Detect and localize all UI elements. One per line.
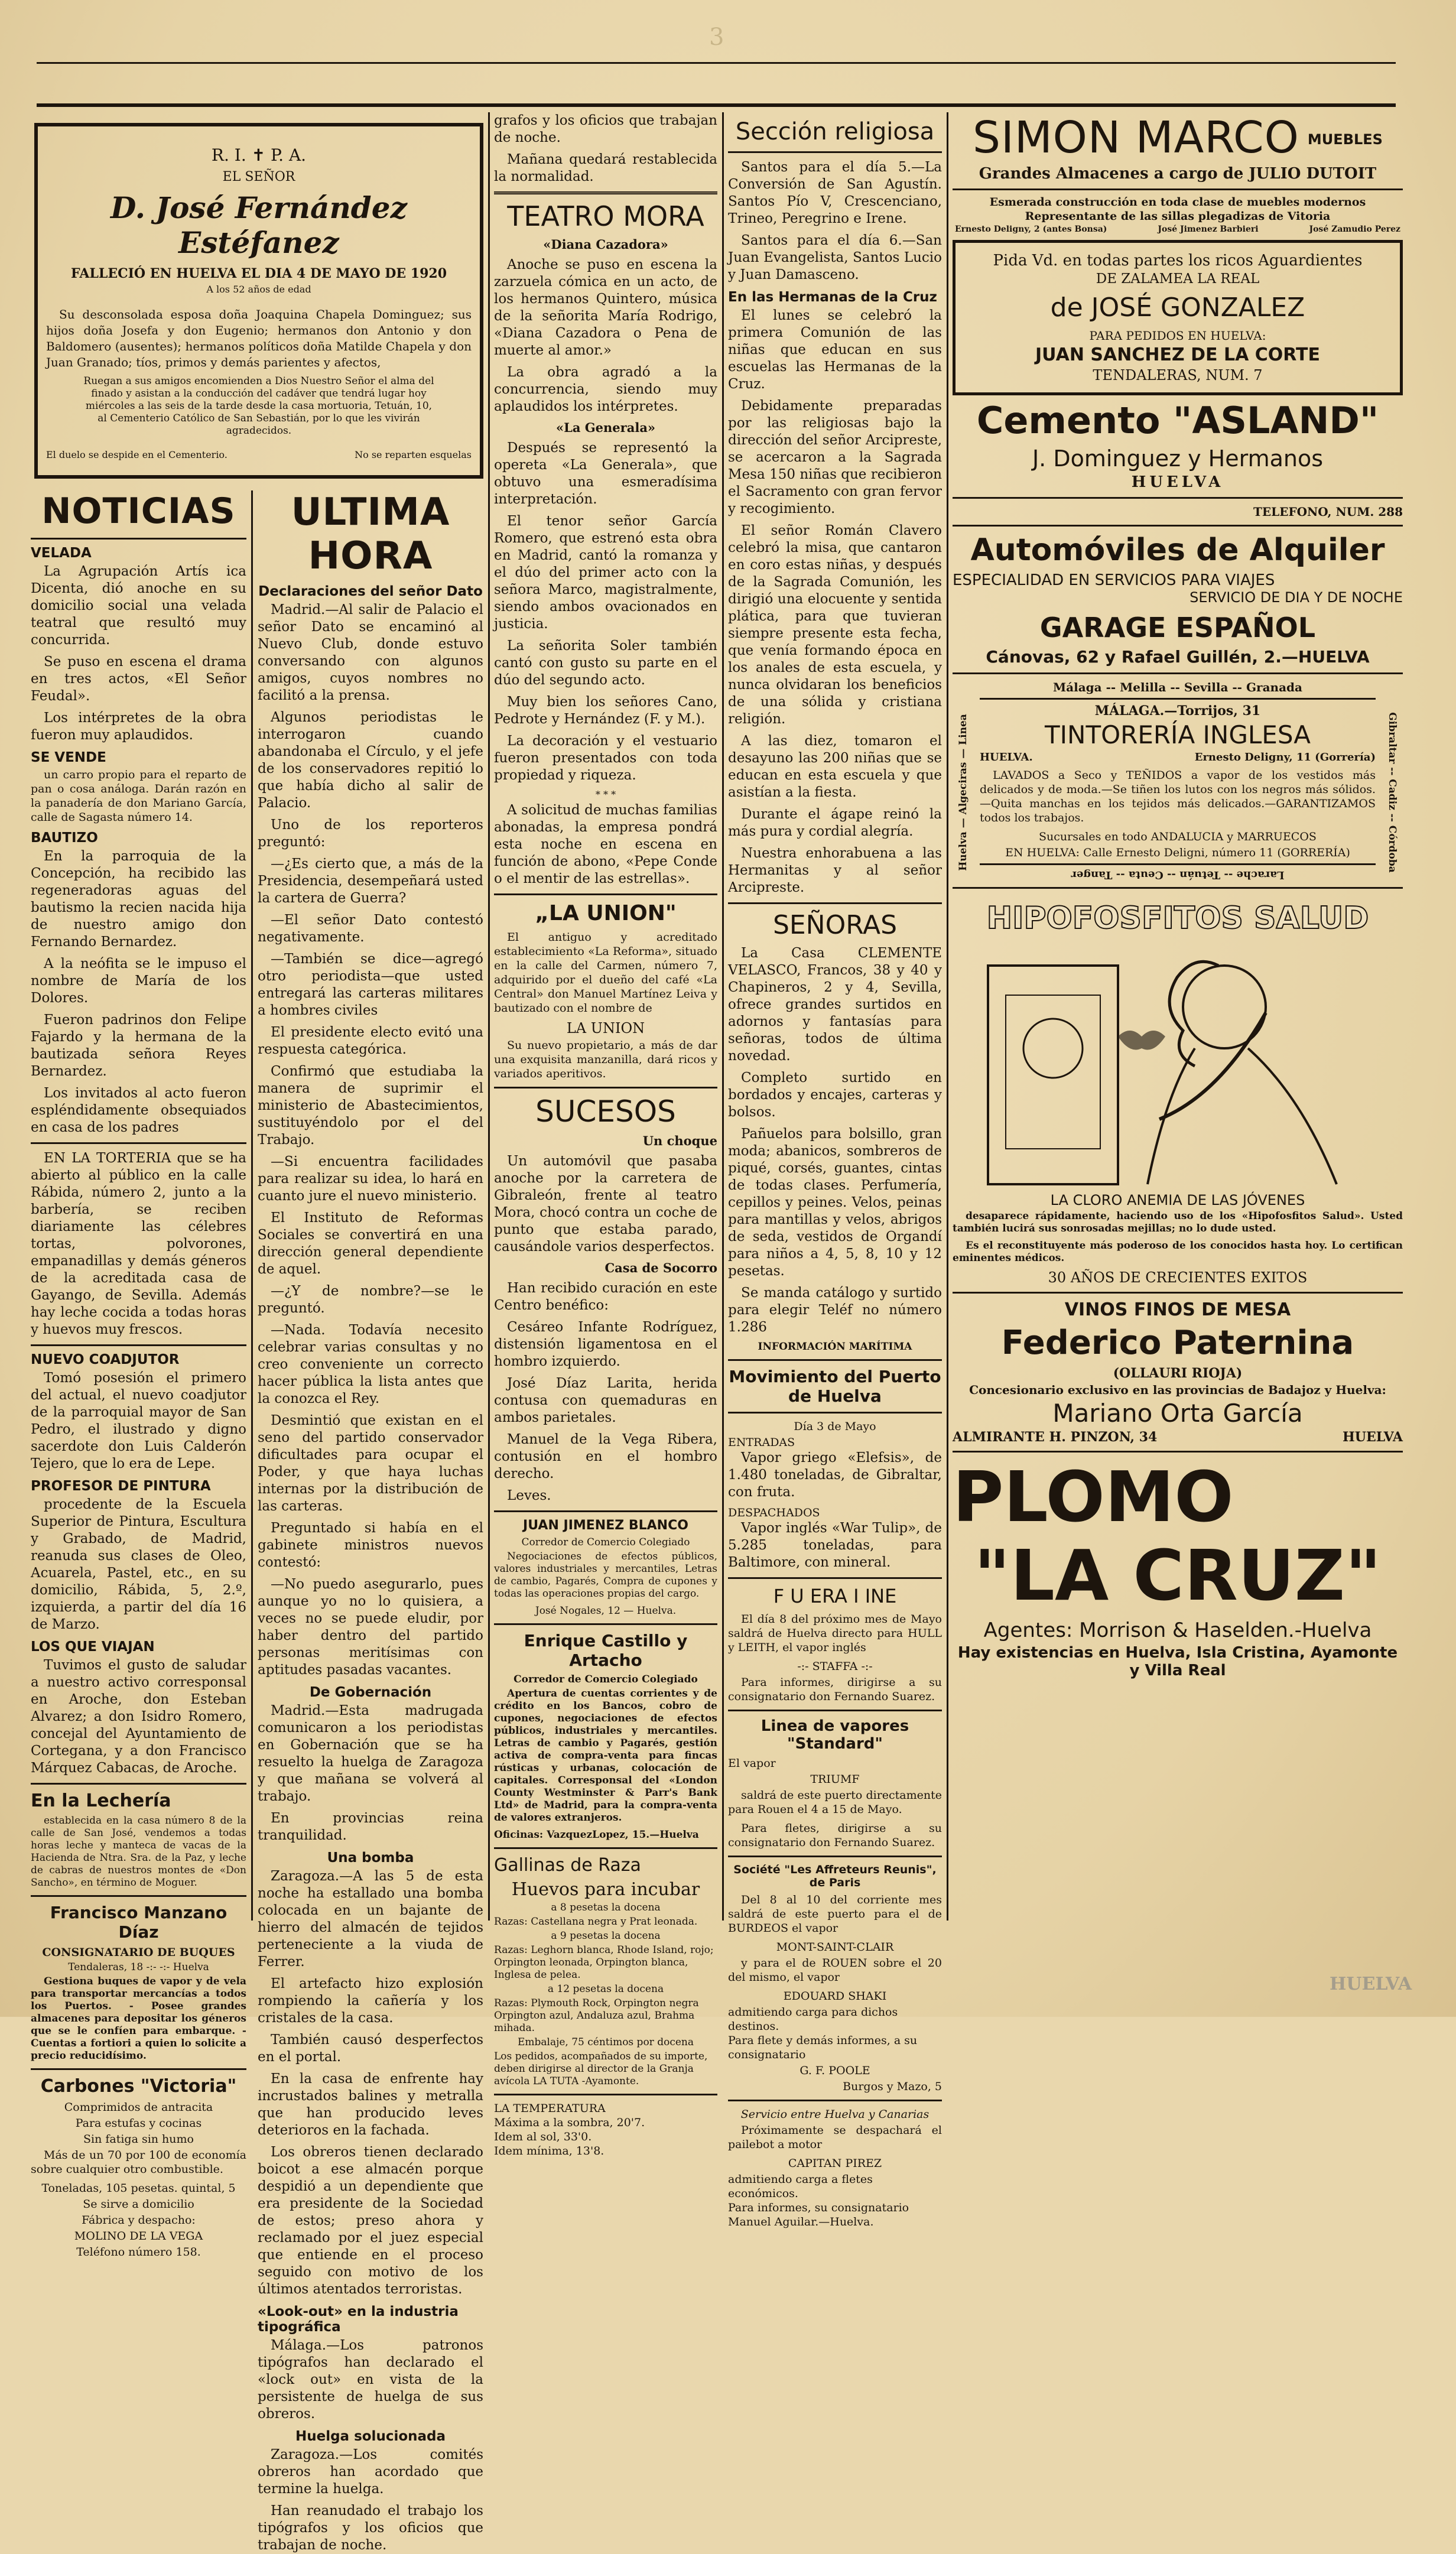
standard-line-4: Para fletes, dirigirse a su consignatario don Fernando Suarez. [728, 1822, 942, 1849]
hipo-illustration [970, 942, 1384, 1190]
simon-subtitle: Grandes Almacenes a cargo de JULIO DUTOIT [979, 165, 1377, 183]
dato-label: Declaraciones del señor Dato [258, 584, 483, 599]
dato-p10: El Instituto de Reformas Sociales se convertirá en una dirección general dependiente de aquel. [258, 1210, 483, 1277]
column-religiosa [728, 112, 942, 2228]
hipo-line-4: 30 AÑOS DE CRECIENTES EXITOS [1048, 1269, 1308, 1286]
dato-p4: —¿Es cierto que, a más de la Presidencia, desempeñará usted la cartera de Guerra? [258, 856, 483, 906]
huelga-continued-1: grafos y los oficios que trabajan de noche. [494, 113, 717, 145]
castillo-subtitle: Corredor de Comercio Colegiado [514, 1674, 698, 1685]
manzano-text: Gestiona buques de vapor y de vela para transportar mercancías a todos los Puertos. - Posee grandes almacenes para depositar los géneros que se le confíen para embarque. - Cuentas a fortiori a quien lo solicite a precio reducidísimo. [31, 1975, 246, 2062]
coadjutor-text: Tomó posesión el primero del actual, el nuevo coadjutor de la parroquial mayor de San Pedro, el ilustrado y digno sacerdote don Luis Calderón Tejero, que lo era de Lepe. [31, 1370, 246, 1471]
hipo-title: HIPOFOSFITOS SALUD [986, 901, 1369, 936]
carbones-line-6: Se sirve a domicilio [83, 2198, 194, 2211]
castillo-address: Oficinas: VazquezLopez, 15.—Huelva [494, 1829, 699, 1841]
gobernacion-p1: Madrid.—Esta madrugada comunicaron a los periodistas en Gobernación que se ha resuelto la huelga de Zaragoza y que mañana se volverá al trabajo. [258, 1703, 483, 1804]
lecheria-text: establecida en la casa número 8 de la calle de San José, vendemos a todas horas leche y manteca de vacas de la Hacienda de Ntra. Sra. de la Paz, y leche de cabras de nuestros montes de «Don Sancho», en término de Moguer. [31, 1815, 246, 1889]
teatro-title: TEATRO MORA [507, 200, 704, 232]
jimenez-title: JUAN JIMENEZ BLANCO [523, 1518, 688, 1533]
simon-line-2: Representante de las sillas plegadizas de Vitoria [1025, 210, 1331, 223]
auto-line-2: SERVICIO DE DIA Y DE NOCHE [1190, 589, 1403, 606]
huelga-p2: Han reanudado el trabajo los tipógrafos y los oficios que trabajan de noche. [258, 2503, 483, 2553]
despachados-text: Vapor inglés «War Tulip», de 5.285 toneladas, para Baltimore, con mineral. [728, 1520, 942, 1570]
huelga-p1: Zaragoza.—Los comités obreros han acordado que termine la huelga. [258, 2447, 483, 2497]
auto-line-4: Cánovas, 62 y Rafael Guillén, 2.—HUELVA [986, 647, 1370, 667]
coadjutor-label: NUEVO COADJUTOR [31, 1352, 180, 1367]
furness-ship: -:- STAFFA -:- [797, 1660, 873, 1673]
societe-line-5: admitiendo carga para dichos destinos. [728, 2006, 898, 2033]
jimenez-subtitle: Corredor de Comercio Colegiado [521, 1536, 690, 1548]
tinto-line-1: MÁLAGA.—Torrijos, 31 [1094, 703, 1261, 719]
simon-muebles: MUEBLES [1307, 131, 1383, 148]
column-ultima-hora [258, 485, 483, 2553]
bomba-p2: El artefacto hizo explosión rompiendo la cañería y los cristales de la casa. [258, 1976, 483, 2026]
union-text-2: Su nuevo propietario, a más de dar una exquisita manzanilla, dará ricos y variados aperitivos. [494, 1039, 717, 1080]
diana-p2: La obra agradó a la concurrencia, siendo muy aplaudidos los intérpretes. [494, 365, 717, 414]
tinto-line-3: Ernesto Deligny, 11 (Gorrería) [1194, 751, 1376, 763]
senoras-title: SEÑORAS [772, 910, 898, 940]
plomo-line-3: Agentes: Morrison & Haselden.-Huelva [983, 1619, 1372, 1642]
tinto-line-4: LAVADOS a Seco y TEÑIDOS a vapor de los vestidos más delicados y de moda.—Se tiñen los lutos con los negros más sólidos.—Quita manchas en los tejidos más delicados.—GARANTIZAMOS todos los trabajos. [980, 769, 1376, 824]
page-number: 3 [709, 24, 724, 51]
bautizo-text-1: En la parroquia de la Concepción, ha recibido las regeneradoras aguas del bautismo la recien nacida hija de nuestro amigo don Fernando Bernardez. [31, 849, 246, 950]
hermanas-cruz-label: En las Hermanas de la Cruz [728, 290, 937, 305]
vinos-ad [953, 1299, 1403, 1445]
choque-p1: Un automóvil que pasaba anoche por la carretera de Gibraleón, frente al teatro Mora, chocó contra un coche de punto que estaba parado, causándole varios desperfectos. [494, 1153, 717, 1255]
temperatura-max: Máxima a la sombra, 20'7. [494, 2116, 645, 2129]
plomo-line-1: PLOMO [953, 1456, 1234, 1538]
woman-body [1148, 1048, 1337, 1184]
cemento-line-1: J. Dominguez y Hermanos [1032, 446, 1324, 472]
bottle-emblem [1023, 1019, 1083, 1078]
generala-label: «La Generala» [555, 420, 656, 435]
bomba-label: Una bomba [327, 1850, 414, 1866]
gonzalez-ad [953, 240, 1403, 395]
bautizo-text-4: Los invitados al acto fueron espléndidamente obsequiados en casa de los padres [31, 1086, 246, 1135]
auto-title: Automóviles de Alquiler [970, 532, 1385, 568]
vende-text: un carro propio para el reparto de pan o cosa análoga. Darán razón en la panadería de don Mariano García, calle de Sagasta número 14. [31, 768, 246, 824]
viajan-label: LOS QUE VIAJAN [31, 1639, 155, 1655]
bomba-p4: En la casa de enfrente hay incrustados balines y metralla que han producido leves deterioros en la fachada. [258, 2071, 483, 2138]
dato-p14: Preguntado si había en el gabinete ministros nuevos contestó: [258, 1520, 483, 1570]
dato-p13: Desmintió que existan en el seno del partido conservador dificultades para ocupar el Poder, y que haya luchas internas por la distribución de las carteras. [258, 1413, 483, 1514]
huelga-label: Huelga solucionada [295, 2429, 446, 2444]
velada-label: VELADA [31, 545, 92, 561]
cruz-p4: A las diez, tomaron el desayuno las 200 niñas que se educan en esta escuela y que asistían a la fiesta. [728, 733, 942, 800]
temperatura-title: LA TEMPERATURA [494, 2102, 606, 2115]
societe-address: Burgos y Mazo, 5 [843, 2080, 942, 2093]
carbones-line-3: Sin fatiga sin humo [83, 2133, 194, 2146]
bomba-p1: Zaragoza.—A las 5 de esta noche ha estallado una bomba colocada en un bajante de hierro del almacén de tejidos perteneciente a la viuda de Ferrer. [258, 1869, 483, 1970]
dato-p7: El presidente electo evitó una respuesta categórica. [258, 1025, 483, 1057]
tinto-line-5: Sucursales en todo ANDALUCIA y MARRUECOS [1039, 830, 1317, 843]
dato-p11: —¿Y de nombre?—se le preguntó. [258, 1284, 483, 1316]
profesor-text: procedente de la Escuela Superior de Pintura, Escultura y Grabado, de Madrid, reanuda sus clases de Oleo, Acuarela, Pastel, etc., en su domicilio, Rábida, 5, 2.º, izquierda, a partir del día 16 de Marzo. [31, 1497, 246, 1632]
tinto-bottom: Larache -- Tetuán -- Ceuta -- Tanger [1071, 869, 1285, 881]
gonzalez-line-2: DE ZALAMEA LA REAL [1096, 271, 1260, 287]
manzano-subtitle: CONSIGNATARIO DE BUQUES [42, 1946, 235, 1959]
cemento-line-2: HUELVA [1131, 473, 1224, 491]
vende-label: SE VENDE [31, 750, 106, 765]
column-divider [722, 112, 724, 1921]
sucesos-title: SUCESOS [535, 1094, 676, 1129]
tinto-top: Málaga -- Melilla -- Sevilla -- Granada [1053, 680, 1302, 694]
gallinas-price-2: a 9 pesetas la docena [551, 1930, 661, 1942]
societe-line-3: y para el de ROUEN sobre el 20 del mismo, el vapor [728, 1957, 942, 1984]
column-divider [947, 112, 948, 1921]
plomo-line-2: "LA CRUZ" [974, 1535, 1382, 1616]
jimenez-address: José Nogales, 12 — Huelva. [535, 1605, 677, 1617]
gallinas-price-1: a 8 pesetas la docena [551, 1902, 661, 1913]
obituary-footer-left: El duelo se despide en el Cementerio. [46, 449, 228, 460]
stars-separator: * * * [595, 789, 616, 800]
diana-p1: Anoche se puso en escena la zarzuela cómica en un acto, de los hermanos Quintero, música de la señorita María Rodrigo, «Diana Cazadora o Pena de muerte al amor.» [494, 257, 717, 358]
velada-text-1: La Agrupación Artís ica Dicenta, dió anoche en su domicilio social una velada teatral que resultó muy concurrida. [31, 564, 246, 648]
despachados-label: DESPACHADOS [728, 1506, 820, 1519]
top-rule-thick [37, 103, 1396, 107]
carbones-line-8: MOLINO DE LA VEGA [74, 2230, 203, 2243]
tinto-left: Huelva — Algeciras — Linea [957, 714, 969, 871]
temperatura-min: Idem mínima, 13'8. [494, 2144, 604, 2157]
generala-p1: Después se representó la opereta «La Generala», que obtuvo una esmeradísima interpretación. [494, 440, 717, 507]
dato-p1: Madrid.—Al salir de Palacio el señor Dato se encaminó al Nuevo Club, donde estuvo conversando con algunos amigos, cuyos nombres no facilitó a la prensa. [258, 602, 483, 703]
gonzalez-line-3: de JOSÉ GONZALEZ [1050, 293, 1305, 323]
ultima-hora-title: ULTIMA HORA [291, 490, 450, 578]
castillo-text: Apertura de cuentas corrientes y de crédito en los Bancos, cobro de cupones, negociaciones de efectos públicos, industriales y mercantiles. Letras de cambio y Pagarés, gestión activa de compra-venta para fincas rústicas y urbanas, colocación de capitales. Corresponsal del «London County Westminster & Parr's Bank Ltd» de Madrid, para la compra-venta de valores extranjeros. [494, 1688, 717, 1824]
bomba-p3: También causó desperfectos en el portal. [258, 2032, 483, 2065]
cemento-line-3: TELEFONO, NUM. 288 [1253, 505, 1403, 519]
canarias-ship: CAPITAN PIREZ [788, 2157, 882, 2170]
obituary-footer-right: No se reparten esquelas [355, 449, 472, 460]
socorro-p1: Han recibido curación en este Centro benéfico: [494, 1281, 717, 1313]
choque-label: Un choque [642, 1133, 717, 1148]
flowers [1118, 1031, 1165, 1050]
carbones-line-1: Comprimidos de antracita [64, 2101, 213, 2114]
obituary-request: Ruegan a sus amigos encomienden a Dios Nuestro Señor el alma del finado y asistan a la conducción del cadáver que tendrá lugar hoy miércoles a las seis de la tarde desde la casa mortuoria, Tetuán, 10, al Cementerio Católico de San Sebastián, por lo que les vivirán agradecidos. [83, 375, 434, 437]
tinto-line-2: HUELVA. [980, 751, 1033, 763]
carbones-line-9: Teléfono número 158. [76, 2246, 201, 2259]
union-name: LA UNION [566, 1020, 645, 1036]
cruz-p6: Nuestra enhorabuena a las Hermanitas y al señor Arcipreste. [728, 846, 942, 895]
medicine-bottle [988, 966, 1118, 1184]
vinos-line-4: Mariano Orta García [1052, 1399, 1303, 1428]
senoras-p1: La Casa CLEMENTE VELASCO, Francos, 38 y 40 y Chapineros, 2 y 4, Sevilla, ofrece grandes surtidos en adornos y fantasías para señoras, todos de última novedad. [728, 945, 942, 1064]
carbones-title: Carbones "Victoria" [40, 2076, 237, 2097]
cruz-p5: Durante el ágape reinó la más pura y cordial alegría. [728, 807, 942, 839]
noticias-title: NOTICIAS [41, 490, 236, 532]
simon-contact-3: José Zamudio Perez [1309, 225, 1400, 234]
obituary-rip: R. I. ✝ P. A. [211, 145, 307, 165]
vinos-title: VINOS FINOS DE MESA [1064, 1299, 1291, 1320]
obituary-name: D. José Fernández Estéfanez [110, 190, 407, 260]
carbones-line-5: Toneladas, 105 pesetas. quintal, 5 [41, 2182, 236, 2195]
gallinas-price-3: a 12 pesetas la docena [547, 1983, 664, 1995]
diana-label: «Diana Cazadora» [543, 237, 668, 252]
gallinas-breeds-2: Razas: Leghorn blanca, Rhode Island, rojo; Orpington leonada, Orpington blanca, Inglesa de pelea. [494, 1944, 714, 1981]
tintoreria-ad [953, 680, 1403, 881]
union-title: „LA UNION" [535, 901, 677, 925]
generala-p3: La señorita Soler también cantó con gusto su parte en el dúo del segundo acto. [494, 638, 717, 688]
manzano-title: Francisco Manzano Díaz [50, 1903, 228, 1942]
senoras-p4: Se manda catálogo y surtido para elegir Teléf no número 1.286 [728, 1285, 942, 1335]
tinto-right: Gibraltar -- Cadiz -- Córdoba [1386, 712, 1398, 873]
socorro-p4: Manuel de la Vega Ribera, contusión en el hombro derecho. [494, 1432, 717, 1481]
profesor-label: PROFESOR DE PINTURA [31, 1479, 211, 1494]
hipo-line-3: Es el reconstituyente más poderoso de los conocidos hasta hoy. Lo certifican eminentes médicos. [953, 1240, 1403, 1264]
canarias-line-4: Para informes, su consignatario Manuel Aguilar.—Huelva. [728, 2201, 909, 2228]
societe-ship-1: MONT-SAINT-CLAIR [776, 1941, 894, 1954]
canarias-title: Servicio entre Huelva y Canarias [740, 2108, 930, 2121]
furness-p1: El día 8 del próximo mes de Mayo saldrá de Huelva directo para HULL y LEITH, el vapor inglés [728, 1613, 942, 1654]
santos-dia-5: Santos para el día 5.—La Conversión de San Agustín. Santos Pío V, Crescenciano, Trineo, Peregrino e Irene. [728, 160, 942, 226]
gobernacion-label: De Gobernación [309, 1685, 432, 1700]
gallinas-title: Gallinas de Raza [494, 1855, 641, 1876]
huelga-continued-2: Mañana quedará restablecida la normalidad. [494, 152, 717, 184]
automoviles-ad [953, 532, 1403, 674]
obituary-family: Su desconsolada esposa doña Joaquina Chapela Dominguez; sus hijos doña Josefa y don Eugenio; hermanos don Antonio y don Baldomero (ausentes); hermanos políticos doña Matilde Chapela y don Juan Granado; tíos, primos y demás parientes y afectos, [46, 307, 472, 369]
tinto-title: TINTORERÍA INGLESA [1044, 720, 1311, 749]
archive-stamp: HUELVA [1330, 1974, 1412, 1994]
gonzalez-line-6: TENDALERAS, NUM. 7 [1093, 367, 1263, 384]
obituary-died: FALLECIÓ EN HUELVA EL DIA 4 DE MAYO DE 1920 [70, 266, 447, 281]
furness-p3: Para informes, dirigirse a su consignatario don Fernando Suarez. [728, 1676, 942, 1703]
dato-p2: Algunos periodistas le interrogaron cuando abandonaba el Círculo, y el jefe de los conservadores repitió lo que había dicho al salir de Palacio. [258, 710, 483, 811]
gallinas-breeds-1: Razas: Castellana negra y Prat leonada. [494, 1916, 698, 1928]
senoras-p3: Pañuelos para bolsillo, gran moda; abanicos, sombreros de piqué, corsés, guantes, cintas de todas clases. Perfumería, cepillos y peines. Velos, peinas para mantillas y velos, abrigos de seda, vestidos de Organdí para niños a 4, 5, 8, 10 y 12 pesetas. [728, 1126, 942, 1279]
santos-dia-6: Santos para el día 6.—San Juan Evangelista, Santos Lucio y Juan Damasceno. [728, 233, 942, 282]
temperatura-sol: Idem al sol, 33'0. [494, 2130, 592, 2143]
maritima-label: INFORMACIÓN MARÍTIMA [758, 1341, 912, 1353]
entradas-label: ENTRADAS [728, 1436, 795, 1449]
tinto-line-6: EN HUELVA: Calle Ernesto Deligni, número 11 (GORRERÍA) [1005, 846, 1350, 859]
generala-p5: La decoración y el vestuario fueron presentados con toda propiedad y riqueza. [494, 733, 717, 783]
obituary-age: A los 52 años de edad [206, 284, 311, 295]
standard-line-3: saldrá de este puerto directamente para Rouen el 4 a 15 de Mayo. [728, 1789, 942, 1816]
bautizo-label: BAUTIZO [31, 830, 98, 846]
abono-text: A solicitud de muchas familias abonadas, la empresa pondrá esta noche en escena en función de abono, «Pepe Conde o el mentir de las estrellas». [494, 802, 717, 886]
hipofosfitos-ad [953, 895, 1403, 1286]
cruz-p2: Debidamente preparadas por las religiosas bajo la dirección del señor Arcipreste, se acercaron a la Sagrada Mesa 150 niñas que recibieron el Sacramento con gran fervor y recogimiento. [728, 398, 942, 516]
bomba-p5: Los obreros tienen declarado boicot a ese almacén porque despidió a un dependiente que era presidente de la Sociedad de estos; preso ahora y reclamado por el juez especial que entiende en el proceso seguido con motivo de los últimos atentados terroristas. [258, 2144, 483, 2297]
cemento-ad [953, 399, 1403, 527]
vinos-line-6: HUELVA [1342, 1429, 1403, 1445]
gallinas-subtitle: Huevos para incubar [511, 1879, 700, 1900]
dato-p5: —El señor Dato contestó negativamente. [258, 912, 483, 945]
puerto-title: Movimiento del Puerto de Huelva [729, 1367, 941, 1406]
castillo-title: Enrique Castillo y Artacho [524, 1631, 688, 1670]
socorro-p3: José Díaz Larita, herida contusa con quemaduras en ambos parietales. [494, 1376, 717, 1425]
column-divider [251, 490, 253, 1921]
religiosa-title: Sección religiosa [735, 118, 935, 145]
socorro-p5: Leves. [507, 1488, 551, 1503]
standard-ship: TRIUMF [810, 1773, 860, 1786]
lookout-p1: Málaga.—Los patronos tipógrafos han declarado el «lock out» en vista de la persistente de huelga de sus obreros. [258, 2338, 483, 2422]
gonzalez-line-1: Pida Vd. en todas partes los ricos Aguardientes [993, 252, 1363, 269]
jimenez-text: Negociaciones de efectos públicos, valores industriales y mercantiles, Letras de cambio, Pagarés, Compra de cupones y todas las operaciones propias del cargo. [494, 1551, 717, 1600]
velada-text-3: Los intérpretes de la obra fueron muy aplaudidos. [31, 710, 246, 743]
woman-arm [1159, 1013, 1266, 1119]
gobernacion-p2: En provincias reina tranquilidad. [258, 1811, 483, 1843]
socorro-p2: Cesáreo Infante Rodríguez, distensión ligamentosa en el hombro izquierdo. [494, 1320, 717, 1369]
union-text: El antiguo y acreditado establecimiento «La Reforma», situado en la calle del Carmen, número 7, adquirido por el dueño del café «La Central» don Manuel Martínez Leiva y bautizado con el nombre de [494, 931, 717, 1015]
lecheria-title: En la Lechería [31, 1791, 171, 1811]
senoras-p2: Completo surtido en bordados y encajes, carteras y bolsos. [728, 1070, 942, 1120]
column-teatro [494, 112, 717, 2157]
cruz-p1: El lunes se celebró la primera Comunión de las niñas que educan en sus escuelas las Hermanas de la Cruz. [728, 308, 942, 392]
carbones-line-2: Para estufas y cocinas [75, 2117, 202, 2130]
canarias-line-3: admitiendo carga a fletes económicos. [728, 2173, 873, 2200]
vinos-line-3: Concesionario exclusivo en las provincias de Badajoz y Huelva: [969, 1383, 1386, 1397]
gallinas-packing: Embalaje, 75 céntimos por docena [517, 2036, 694, 2048]
simon-title: SIMON MARCO [973, 112, 1299, 163]
societe-line-6: Para flete y demás informes, a su consignatario [728, 2034, 918, 2061]
dato-p6: —También se dice—agregó otro periodista—que usted entregará las carteras militares a hombres civiles [258, 951, 483, 1018]
auto-line-1: ESPECIALIDAD EN SERVICIOS PARA VIAJES [953, 571, 1275, 589]
bautizo-text-2: A la neófita se le impuso el nombre de María de los Dolores. [31, 956, 246, 1006]
manzano-address: Tendaleras, 18 -:- -:- Huelva [68, 1961, 209, 1973]
auto-line-3: GARAGE ESPAÑOL [1039, 612, 1316, 644]
societe-title: Société "Les Affreteurs Reunis", de Paris [733, 1863, 937, 1889]
velada-text-2: Se puso en escena el drama en tres actos, «El Señor Feudal». [31, 654, 246, 704]
obituary-senor: EL SEÑOR [222, 170, 295, 184]
societe-line-1: Del 8 al 10 del corriente mes saldrá de este puerto para el de BURDEOS el vapor [728, 1893, 942, 1935]
hipo-line-2: desaparece rápidamente, haciendo uso de los «Hipofosfitos Salud». Usted también lucirá sus sonrosadas mejillas; no lo dude usted. [953, 1210, 1403, 1234]
furness-title: F U ERA I INE [773, 1585, 897, 1607]
vinos-line-1: Federico Paternina [1001, 1324, 1354, 1362]
dato-p8: Confirmó que estudiaba la manera de suprimir el ministerio de Abastecimientos, sustituyéndolo por el del Trabajo. [258, 1064, 483, 1148]
lookout-label: «Look-out» en la industria tipográfica [258, 2304, 459, 2335]
carbones-line-4: Más de un 70 por 100 de economía sobre cualquier otro combustible. [31, 2149, 246, 2176]
standard-line-1: El vapor [728, 1757, 776, 1770]
plomo-line-4: Hay existencias en Huelva, Isla Cristina, Ayamonte y Villa Real [957, 1644, 1398, 1679]
dato-p3: Uno de los reporteros preguntó: [258, 817, 483, 850]
vinos-line-5: ALMIRANTE H. PINZON, 34 [953, 1429, 1158, 1445]
cemento-title: Cemento "ASLAND" [976, 399, 1379, 442]
column-ads [953, 112, 1403, 1926]
dato-p12: —Nada. Todavía necesito celebrar varias consultas y no creo conveniente un correcto hacer pública la lista antes que la conozca el Rey. [258, 1323, 483, 1406]
gonzalez-line-4: PARA PEDIDOS EN HUELVA: [1089, 329, 1266, 343]
entradas-text: Vapor griego «Elefsis», de 1.480 toneladas, de Gibraltar, con fruta. [728, 1450, 942, 1500]
generala-p2: El tenor señor García Romero, que estrenó esta obra en Madrid, cantó la romanza y el dúo del primer acto con la señora Marco, magistralmente, siendo ambos ovacionados en justicia. [494, 514, 717, 632]
torteria-text: EN LA TORTERIA que se ha abierto al público en la calle Rábida, número 2, junto a la barbería, se reciben diariamente las célebres tortas, polvorones, empanadillas y demás géneros de la acreditada casa de Gayango, de Sevilla. Además hay leche cocida a todas horas y huevos muy frescos. [31, 1151, 246, 1337]
plomo-ad [953, 1458, 1403, 1679]
gonzalez-line-5: JUAN SANCHEZ DE LA CORTE [1035, 345, 1320, 365]
standard-title: Linea de vapores "Standard" [760, 1717, 909, 1753]
simon-contact-1: Ernesto Deligny, 2 (antes Bonsa) [955, 225, 1107, 234]
dato-p9: —Si encuentra facilidades para realizar su idea, lo hará en cuanto jure el nuevo ministerio. [258, 1154, 483, 1204]
movimiento-fecha: Día 3 de Mayo [794, 1420, 876, 1433]
canarias-line-1: Próximamente se despachará el pailebot a motor [728, 2124, 942, 2151]
simon-marco-ad [953, 112, 1403, 234]
hipo-line-1: LA CLORO ANEMIA DE LAS JÓVENES [1050, 1192, 1305, 1208]
dato-p15: —No puedo asegurarlo, pues aunque yo no lo quisiera, a veces no se puede eludir, por haber dentro del partido personas meritísimas con aptitudes pasadas vacantes. [258, 1577, 483, 1678]
carbones-line-7: Fábrica y despacho: [82, 2214, 196, 2227]
viajan-text: Tuvimos el gusto de saludar a nuestro activo corresponsal en Aroche, don Esteban Alvarez; a don Isidro Romero, concejal del Ayuntamiento de Cortegana, y a don Francisco Márquez Cabacas, de Aroche. [31, 1658, 246, 1776]
cruz-p3: El señor Román Clavero celebró la misa, que cantaron en coro estas niñas, y después de la Sagrada Comunión, les dirigió una elocuente y sentida plática, para que tuvieran siempre presente esta fecha, que venía formando época en los anales de esta escuela, y nunca olvidaran los beneficios de una sólida y cristiana religión. [728, 523, 942, 727]
generala-p4: Muy bien los señores Cano, Pedrote y Hernández (F. y M.). [494, 694, 717, 727]
societe-agent: G. F. POOLE [800, 2064, 870, 2077]
vinos-line-2: (OLLAURI RIOJA) [1113, 1366, 1243, 1381]
bautizo-text-3: Fueron padrinos don Felipe Fajardo y la hermana de la bautizada señora Reyes Bernardez. [31, 1012, 246, 1079]
gallinas-breeds-3: Razas: Plymouth Rock, Orpington negra Orpington azul, Andaluza azul, Brahma mihada. [494, 1997, 699, 2034]
top-rule [37, 62, 1396, 64]
obituary [34, 123, 483, 479]
simon-contact-2: José Jimenez Barbieri [1158, 225, 1259, 234]
societe-ship-2: EDOUARD SHAKI [783, 1990, 887, 2003]
simon-line-1: Esmerada construcción en toda clase de muebles modernos [989, 196, 1366, 209]
column-noticias [31, 485, 246, 2259]
gallinas-orders: Los pedidos, acompañados de su importe, deben dirigirse al director de la Granja avícola LA TUTA -Ayamonte. [494, 2051, 708, 2087]
column-divider [488, 112, 490, 1921]
socorro-label: Casa de Socorro [604, 1260, 717, 1275]
